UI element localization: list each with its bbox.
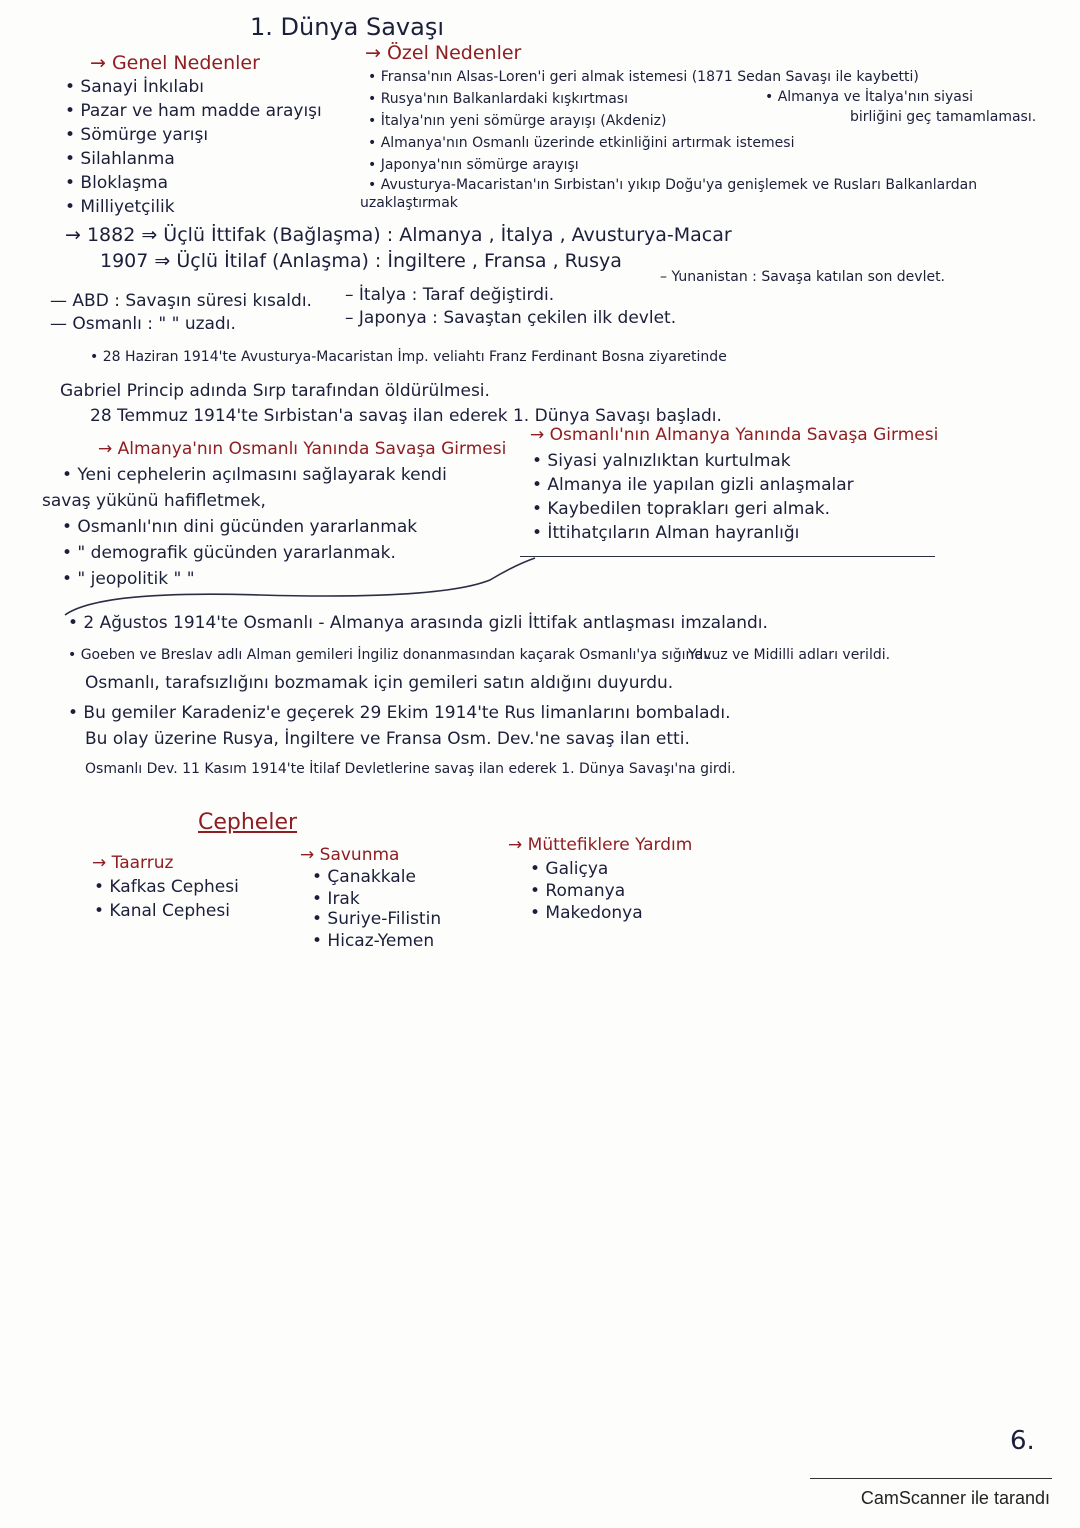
special-causes-heading: → Özel Nedenler — [365, 42, 522, 64]
note-yunanistan: – Yunanistan : Savaşa katılan son devlet. — [660, 269, 946, 285]
page-number: 6. — [1010, 1426, 1035, 1456]
germany-reason-item: • Osmanlı'nın dini gücünden yararlanmak — [62, 517, 418, 537]
general-cause-item: • Pazar ve ham madde arayışı — [65, 101, 322, 121]
special-cause-item: uzaklaştırmak — [360, 195, 458, 211]
allies-help-item: • Romanya — [530, 881, 626, 901]
general-cause-item: • Bloklaşma — [65, 173, 169, 193]
special-cause-item: • İtalya'nın yeni sömürge arayışı (Akdeniz) — [368, 113, 667, 129]
entry-line: • Goeben ve Breslav adlı Alman gemileri İngiliz donanmasından kaçarak Osmanlı'ya sığındı. — [68, 647, 712, 663]
triple-alliance: → 1882 ⇒ Üçlü İttifak (Bağlaşma) : Almanya , İtalya , Avusturya-Macar — [65, 224, 732, 246]
special-cause-side-note: birliğini geç tamamlaması. — [850, 109, 1037, 125]
defense-item: • Hicaz-Yemen — [312, 931, 435, 951]
special-cause-item: • Fransa'nın Alsas-Loren'i geri almak istemesi (1871 Sedan Savaşı ile kaybetti) — [368, 69, 919, 85]
trigger-line: • 28 Haziran 1914'te Avusturya-Macaristan İmp. veliahtı Franz Ferdinant Bosna ziyaretinde — [90, 349, 727, 365]
page-title: 1. Dünya Savaşı — [250, 13, 444, 41]
special-cause-item: • Almanya'nın Osmanlı üzerinde etkinliğini artırmak istemesi — [368, 135, 795, 151]
special-cause-item: • Avusturya-Macaristan'ın Sırbistan'ı yıkıp Doğu'ya genişlemek ve Rusları Balkanlardan — [368, 177, 978, 193]
allies-help-item: • Makedonya — [530, 903, 643, 923]
brace-divider — [60, 550, 540, 620]
triple-entente: 1907 ⇒ Üçlü İtilaf (Anlaşma) : İngiltere , Fransa , Rusya — [100, 250, 622, 272]
note-abd: — ABD : Savaşın süresi kısaldı. — [50, 291, 312, 311]
special-cause-side-note: • Almanya ve İtalya'nın siyasi — [765, 89, 974, 105]
defense-item: • Suriye-Filistin — [312, 909, 442, 929]
note-japonya: – Japonya : Savaştan çekilen ilk devlet. — [345, 308, 677, 328]
ottoman-reason-item: • İttihatçıların Alman hayranlığı — [532, 523, 800, 543]
allies-help-item: • Galiçya — [530, 859, 609, 879]
special-cause-item: • Japonya'nın sömürge arayışı — [368, 157, 579, 173]
entry-line: • 2 Ağustos 1914'te Osmanlı - Almanya arasında gizli İttifak antlaşması imzalandı. — [68, 613, 768, 633]
attack-item: • Kanal Cephesi — [94, 901, 230, 921]
note-osmanli: — Osmanlı : " " uzadı. — [50, 314, 236, 334]
general-causes-heading: → Genel Nedenler — [90, 52, 260, 74]
entry-line: Osmanlı, tarafsızlığını bozmamak için gemileri satın aldığını duyurdu. — [85, 673, 674, 693]
germany-reason-item: • Yeni cephelerin açılmasını sağlayarak kendi — [62, 465, 447, 485]
entry-line: Bu olay üzerine Rusya, İngiltere ve Fransa Osm. Dev.'ne savaş ilan etti. — [85, 729, 690, 749]
general-cause-item: • Silahlanma — [65, 149, 175, 169]
allies-help-heading: → Müttefiklere Yardım — [508, 835, 693, 855]
special-cause-item: • Rusya'nın Balkanlardaki kışkırtması — [368, 91, 628, 107]
ottoman-reason-item: • Kaybedilen toprakları geri almak. — [532, 499, 830, 519]
germany-reason-item: • " jeopolitik " " — [62, 569, 195, 589]
germany-reasons-heading: → Almanya'nın Osmanlı Yanında Savaşa Girmesi — [98, 439, 507, 459]
defense-heading: → Savunma — [300, 845, 400, 865]
germany-reason-item: savaş yükünü hafifletmek, — [42, 491, 266, 511]
entry-line: Osmanlı Dev. 11 Kasım 1914'te İtilaf Devletlerine savaş ilan ederek 1. Dünya Savaşı'na girdi. — [85, 761, 736, 777]
entry-line: Yavuz ve Midilli adları verildi. — [688, 647, 891, 663]
entry-line: • Bu gemiler Karadeniz'e geçerek 29 Ekim 1914'te Rus limanlarını bombaladı. — [68, 703, 731, 723]
trigger-line: Gabriel Princip adında Sırp tarafından öldürülmesi. — [60, 381, 490, 401]
attack-item: • Kafkas Cephesi — [94, 877, 239, 897]
general-cause-item: • Milliyetçilik — [65, 197, 175, 217]
trigger-line: 28 Temmuz 1914'te Sırbistan'a savaş ilan ederek 1. Dünya Savaşı başladı. — [90, 406, 722, 426]
ottoman-reason-item: • Siyasi yalnızlıktan kurtulmak — [532, 451, 791, 471]
defense-item: • Irak — [312, 889, 360, 909]
note-italya: – İtalya : Taraf değiştirdi. — [345, 285, 555, 305]
ottoman-reason-item: • Almanya ile yapılan gizli anlaşmalar — [532, 475, 854, 495]
footer-divider — [810, 1478, 1052, 1479]
general-cause-item: • Sömürge yarışı — [65, 125, 209, 145]
fronts-heading: Cepheler — [198, 810, 298, 835]
section-divider — [520, 556, 935, 557]
defense-item: • Çanakkale — [312, 867, 416, 887]
germany-reason-item: • " demografik gücünden yararlanmak. — [62, 543, 396, 563]
ottoman-reasons-heading: → Osmanlı'nın Almanya Yanında Savaşa Girmesi — [530, 425, 939, 445]
scanner-footer: CamScanner ile tarandı — [860, 1488, 1050, 1508]
attack-heading: → Taarruz — [92, 853, 174, 873]
general-cause-item: • Sanayi İnkılabı — [65, 77, 205, 97]
